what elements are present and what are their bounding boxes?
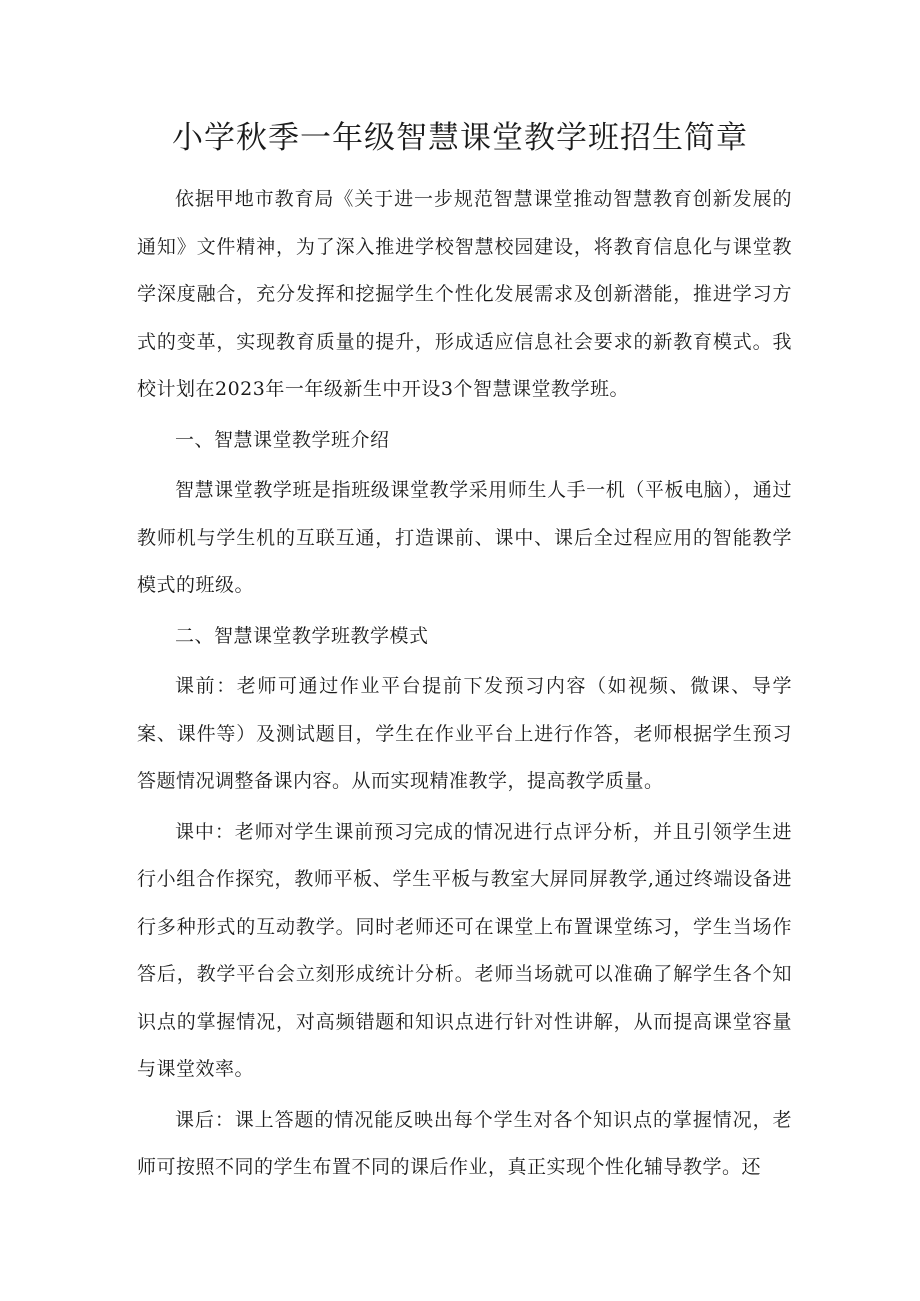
document-body bbox=[137, 176, 792, 1192]
section-1-heading: 一、智慧课堂教学班介绍 bbox=[175, 428, 390, 451]
intro-paragraph: 依据甲地市教育局《关于进一步规范智慧课堂推动智慧教育创新发展的通知》文件精神，为了深入推进学校智慧校园建设，将教育信息化与课堂教学深度融合，充分发挥和挖掘学生个性化发展需求及创新潜能，推进学习方式的变革，实现教育质量的提升，形成适应信息社会要求的新教育模式。我校计划在2023年一年级新生中开设3个智慧课堂教学班。 bbox=[137, 188, 792, 400]
section-1-paragraph: 智慧课堂教学班是指班级课堂教学采用师生人手一机（平板电脑），通过教师机与学生机的互联互通，打造课前、课中、课后全过程应用的智能教学模式的班级。 bbox=[137, 479, 792, 596]
before-class-paragraph: 课前：老师可通过作业平台提前下发预习内容（如视频、微课、导学案、课件等）及测试题目，学生在作业平台上进行作答，老师根据学生预习答题情况调整备课内容。从而实现精准教学，提高教学质量。 bbox=[137, 675, 792, 792]
in-class-paragraph: 课中：老师对学生课前预习完成的情况进行点评分析，并且引领学生进行小组合作探究，教师平板、学生平板与教室大屏同屏教学,通过终端设备进行多种形式的互动教学。同时老师还可在课堂上布置课堂练习，学生当场作答后，教学平台会立刻形成统计分析。老师当场就可以准确了解学生各个知识点的掌握情况，对高频错题和知识点进行针对性讲解，从而提高课堂容量与课堂效率。 bbox=[137, 820, 792, 1080]
after-class-paragraph: 课后：课上答题的情况能反映出每个学生对各个知识点的掌握情况，老师可按照不同的学生布置不同的课后作业，真正实现个性化辅导教学。还 bbox=[137, 1108, 792, 1178]
document-title: 小学秋季一年级智慧课堂教学班招生简章 bbox=[172, 120, 748, 156]
section-2-heading: 二、智慧课堂教学班教学模式 bbox=[175, 624, 429, 647]
